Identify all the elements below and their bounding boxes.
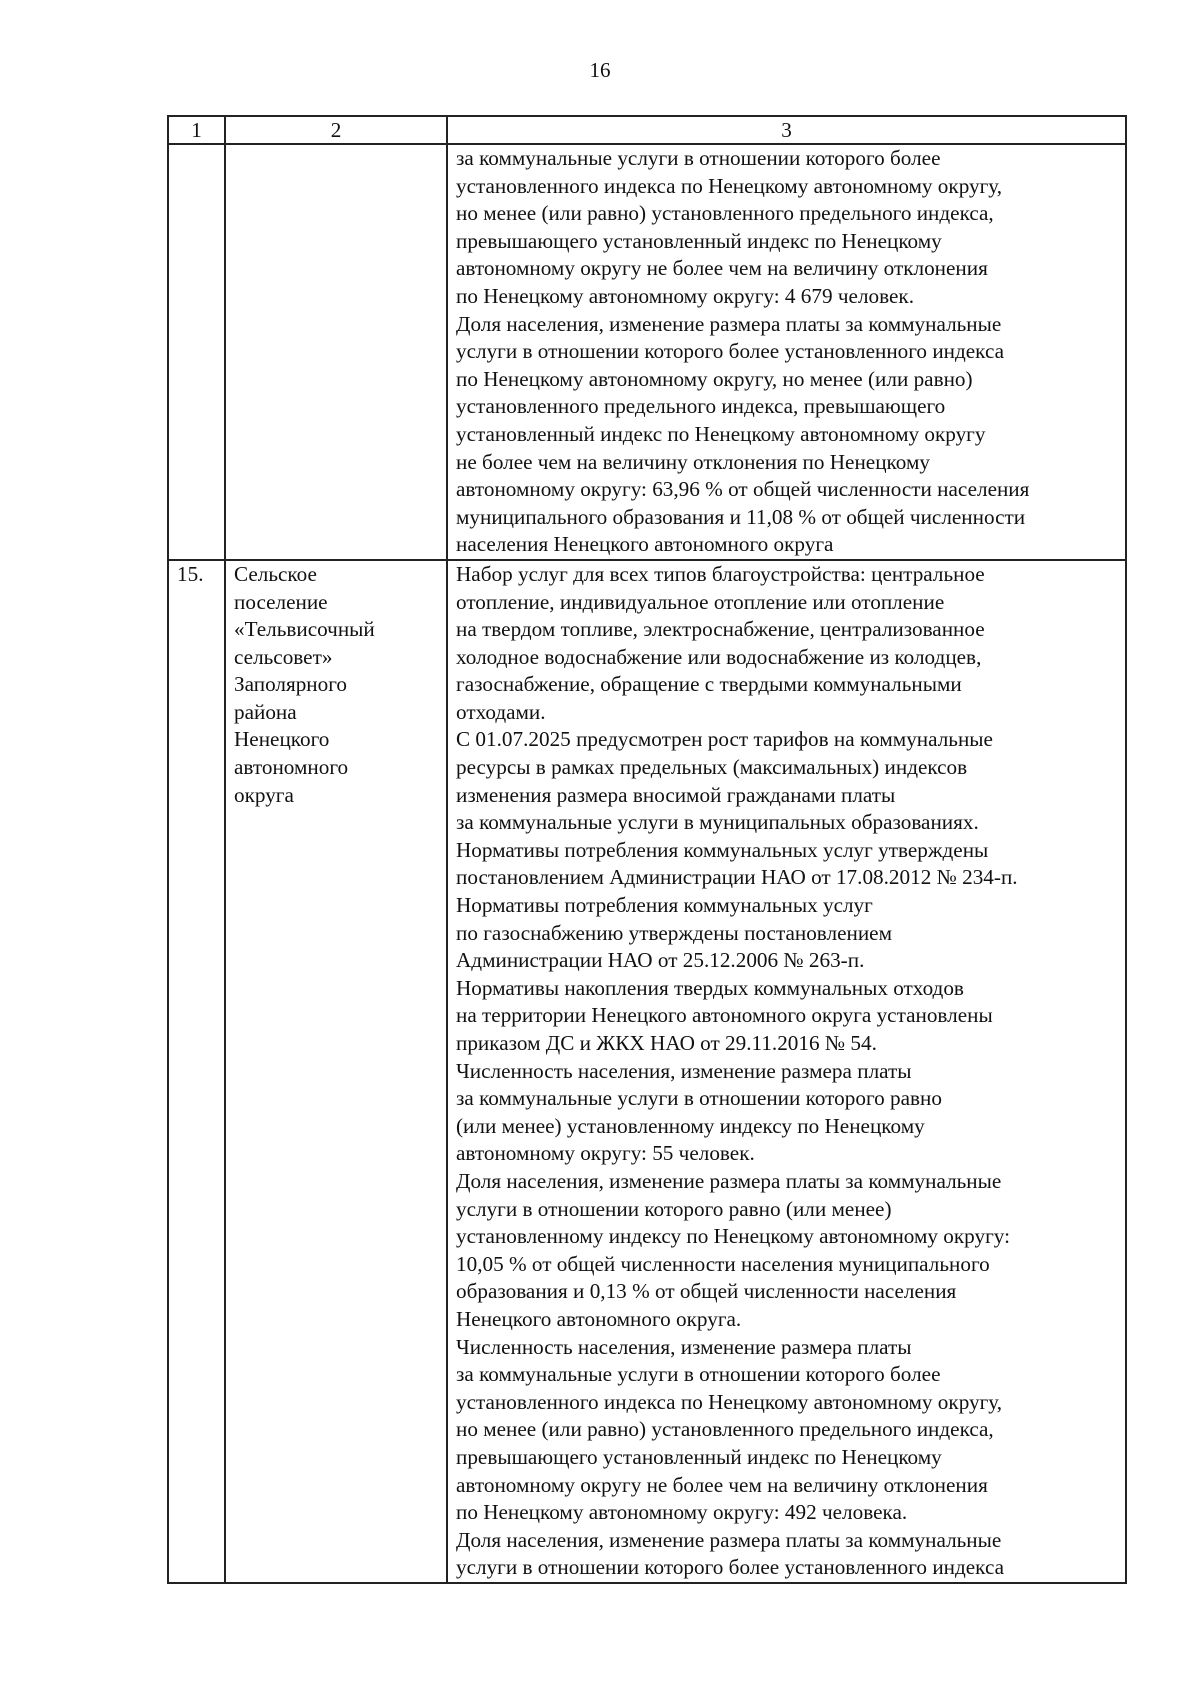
text-line: округа — [234, 782, 294, 807]
text-line: муниципального образования и 11,08 % от общей численности — [456, 504, 1026, 529]
text-line: Ненецкого — [234, 727, 330, 752]
text-line: изменения размера вносимой гражданами платы — [456, 782, 896, 807]
text-line: услуги в отношении которого более установленного индекса — [456, 1555, 1005, 1580]
column-header-2: 2 — [225, 116, 447, 144]
text-line: установленного индекса по Ненецкому автономному округу, — [456, 173, 1003, 198]
text-line: автономного — [234, 755, 349, 780]
text-line: населения Ненецкого автономного округа — [456, 532, 834, 557]
text-line: по Ненецкому автономному округу: 4 679 человек. — [456, 283, 914, 308]
text-line: приказом ДС и ЖКХ НАО от 29.11.2016 № 54. — [456, 1031, 877, 1055]
text-line: Заполярного — [234, 672, 347, 697]
text-line: района — [234, 699, 297, 724]
text-line: сельсовет» — [234, 644, 333, 669]
text-line: Сельское — [234, 561, 317, 586]
text-line: установленный индекс по Ненецкому автономному округу — [456, 421, 986, 446]
text-line: холодное водоснабжение или водоснабжение из колодцев, — [456, 644, 982, 669]
text-line: за коммунальные услуги в отношении которого равно — [456, 1086, 942, 1111]
text-line: Нормативы накопления твердых коммунальных отходов — [456, 975, 964, 1000]
text-line: отопление, индивидуальное отопление или отопление — [456, 589, 945, 614]
text-line: установленного предельного индекса, превышающего — [456, 394, 946, 419]
text-line: по газоснабжению утверждены постановлением — [456, 920, 892, 945]
text-line: Нормативы потребления коммунальных услуг — [456, 893, 873, 918]
text-line: Численность населения, изменение размера платы — [456, 1334, 912, 1359]
text-line: образования и 0,13 % от общей численности населения — [456, 1279, 957, 1304]
column-header-3: 3 — [447, 116, 1126, 144]
municipality-name-cell — [225, 560, 447, 1583]
text-line: но менее (или равно) установленного предельного индекса, — [456, 201, 994, 226]
text-line: за коммунальные услуги в муниципальных образованиях. — [456, 810, 979, 835]
text-line: не более чем на величину отклонения по Ненецкому — [456, 449, 930, 474]
text-line: Ненецкого автономного округа. — [456, 1306, 742, 1331]
column-header-1: 1 — [168, 116, 225, 144]
text-line: ресурсы в рамках предельных (максимальных) индексов — [456, 755, 968, 780]
text-line: «Тельвисочный — [234, 617, 375, 642]
document-table — [167, 115, 1127, 1584]
text-line: установленного индекса по Ненецкому автономному округу, — [456, 1389, 1003, 1414]
text-line: по Ненецкому автономному округу, но менее (или равно) — [456, 366, 973, 391]
text-line: поселение — [234, 589, 328, 614]
text-line: превышающего установленный индекс по Ненецкому — [456, 228, 942, 253]
text-line: Набор услуг для всех типов благоустройства: центральное — [456, 561, 985, 586]
table-header-row — [168, 116, 1126, 144]
text-line: С 01.07.2025 предусмотрен рост тарифов на коммунальные — [456, 727, 993, 752]
text-line: на территории Ненецкого автономного округа установлены — [456, 1003, 993, 1028]
text-line: за коммунальные услуги в отношении которого более — [456, 146, 941, 170]
text-line: Администрации НАО от 25.12.2006 № 263-п. — [456, 948, 865, 973]
description-cell — [447, 560, 1126, 1583]
text-line: за коммунальные услуги в отношении которого более — [456, 1362, 941, 1387]
text-line: Доля населения, изменение размера платы за коммунальные — [456, 1527, 1002, 1552]
text-line: услуги в отношении которого более установленного индекса — [456, 339, 1005, 364]
text-line: (или менее) установленному индексу по Ненецкому — [456, 1113, 925, 1138]
text-line: газоснабжение, обращение с твердыми коммунальными — [456, 672, 962, 697]
text-line: 10,05 % от общей численности населения муниципального — [456, 1251, 990, 1276]
text-line: автономному округу не более чем на величину отклонения — [456, 1472, 988, 1497]
text-line: постановлением Администрации НАО от 17.08.2012 № 234-п. — [456, 865, 1018, 890]
text-line: Нормативы потребления коммунальных услуг утверждены — [456, 837, 989, 862]
text-line: установленному индексу по Ненецкому автономному округу: — [456, 1224, 1010, 1249]
text-line: Доля населения, изменение размера платы за коммунальные — [456, 311, 1002, 336]
row-number-cell — [168, 144, 225, 560]
text-line: Доля населения, изменение размера платы за коммунальные — [456, 1168, 1002, 1193]
row-number-cell: 15. — [168, 560, 225, 1583]
text-line: автономному округу не более чем на величину отклонения — [456, 256, 988, 281]
description-cell — [447, 144, 1126, 560]
municipality-name-cell — [225, 144, 447, 560]
text-line: услуги в отношении которого равно (или менее) — [456, 1196, 892, 1221]
text-line: автономному округу: 55 человек. — [456, 1141, 755, 1166]
text-line: на твердом топливе, электроснабжение, централизованное — [456, 617, 985, 642]
table-row — [168, 144, 1126, 560]
text-line: но менее (или равно) установленного предельного индекса, — [456, 1417, 994, 1442]
text-line: Численность населения, изменение размера платы — [456, 1058, 912, 1083]
text-line: отходами. — [456, 699, 546, 724]
text-line: превышающего установленный индекс по Ненецкому — [456, 1444, 942, 1469]
table-row — [168, 560, 1126, 1583]
text-line: по Ненецкому автономному округу: 492 человека. — [456, 1500, 908, 1525]
page-number: 16 — [589, 58, 611, 82]
text-line: автономному округу: 63,96 % от общей численности населения — [456, 477, 1030, 502]
